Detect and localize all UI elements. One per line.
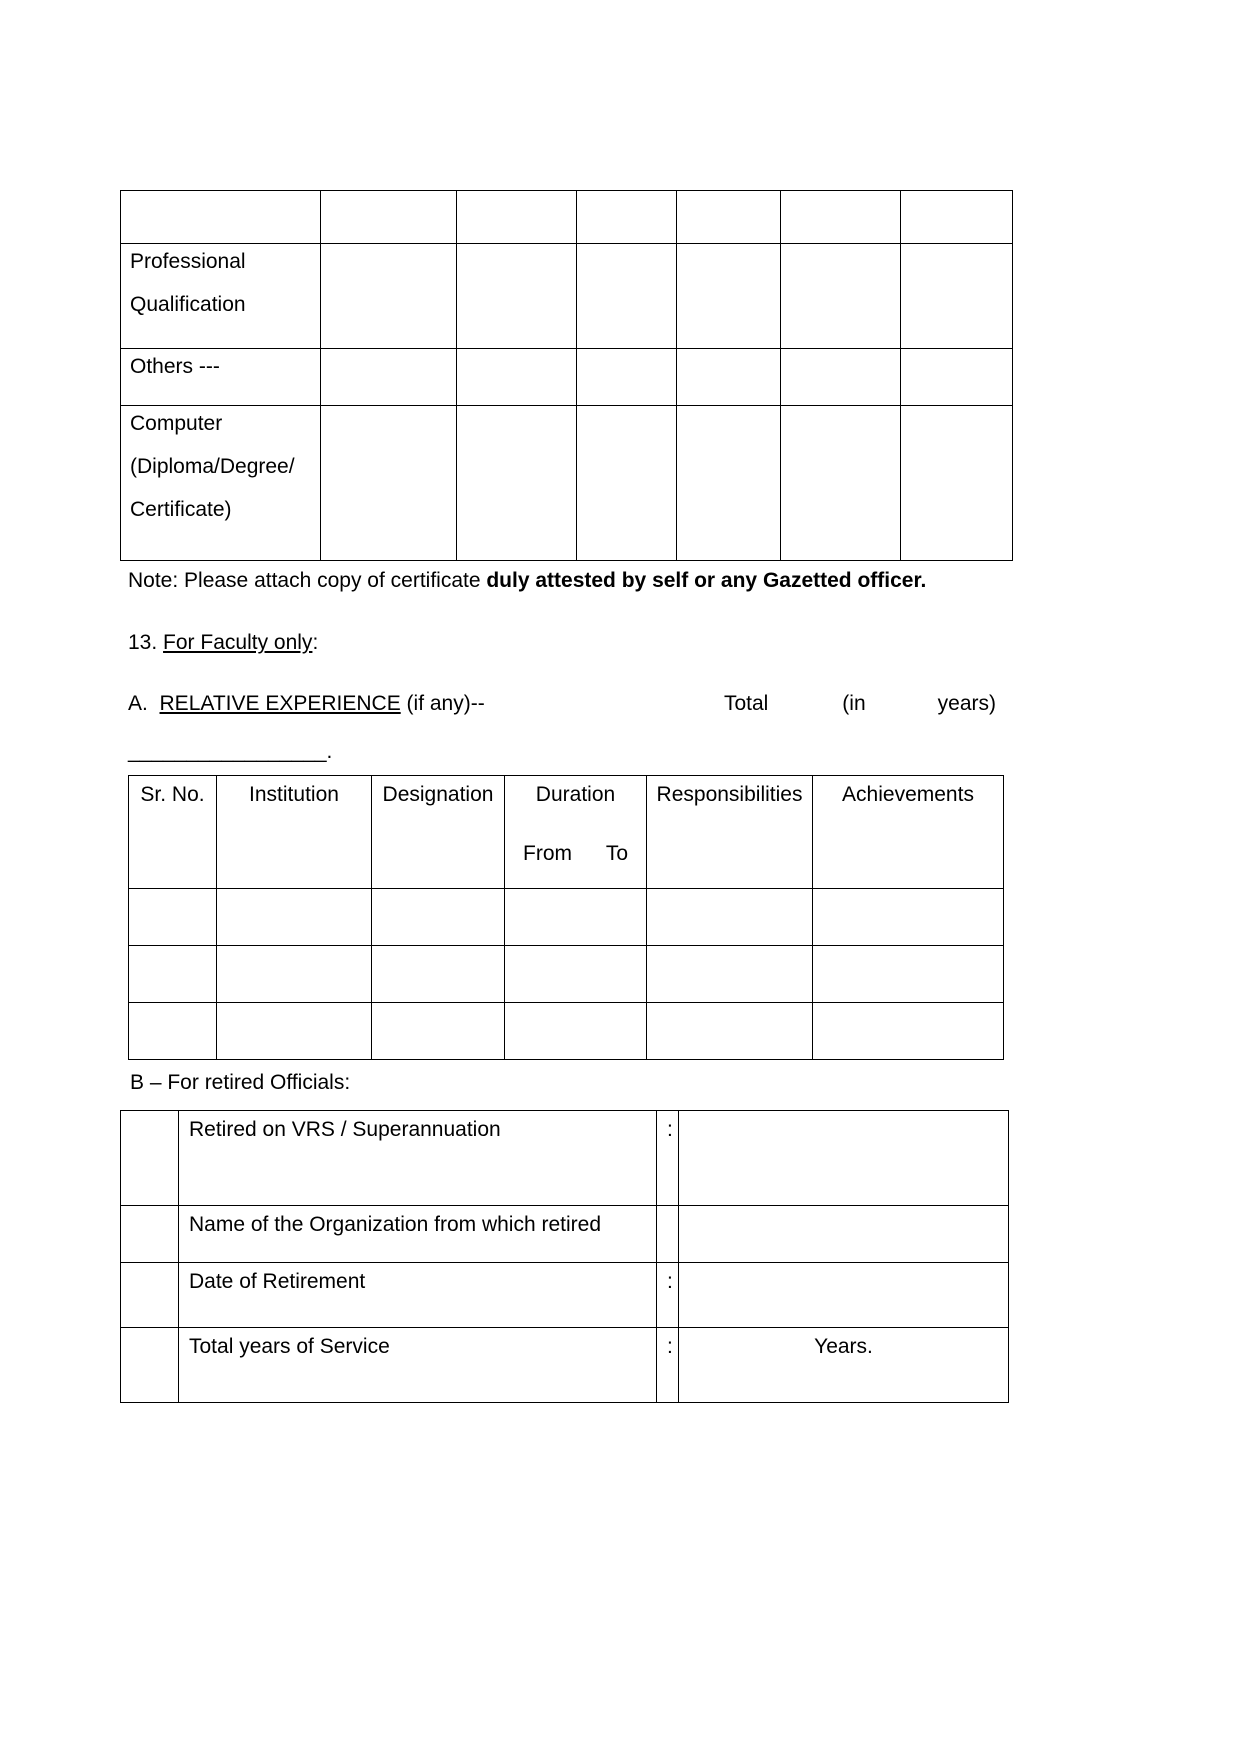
colon-separator: : <box>657 1263 679 1328</box>
retired-label-total-years-of-service: Total years of Service <box>179 1328 657 1403</box>
section-A-period: . <box>326 740 333 764</box>
retired-label-organization: Name of the Organization from which retired <box>179 1206 657 1263</box>
retired-label-date-of-retirement: Date of Retirement <box>179 1263 657 1328</box>
table-row <box>121 244 1013 349</box>
table-row <box>121 1328 1009 1403</box>
retired-row-marker-cell <box>121 1206 179 1263</box>
colon-separator: : <box>657 1111 679 1206</box>
qualification-label-cell <box>121 406 321 561</box>
qualification-cell[interactable] <box>901 349 1013 406</box>
qualification-cell[interactable] <box>577 244 677 349</box>
attachment-note <box>128 570 1020 592</box>
experience-cell-duration[interactable] <box>505 946 647 1003</box>
section-B-heading: B – For retired Officials: <box>130 1071 351 1095</box>
table-row <box>121 1263 1009 1328</box>
experience-cell-sr-no[interactable] <box>129 1003 217 1060</box>
qualification-cell[interactable] <box>321 191 457 244</box>
experience-cell-responsibilities[interactable] <box>647 889 813 946</box>
section-A-in-word: (in <box>842 692 866 716</box>
section-A-justify-gap <box>485 693 724 715</box>
retired-value-date-of-retirement[interactable] <box>679 1263 1009 1328</box>
table-row <box>121 349 1013 406</box>
experience-cell-achievements[interactable] <box>813 1003 1004 1060</box>
retired-value-organization[interactable] <box>679 1206 1009 1263</box>
qualification-cell[interactable] <box>457 406 577 561</box>
table-row <box>121 1111 1009 1206</box>
section-A-heading <box>128 693 996 763</box>
column-header-responsibilities: Responsibilities <box>647 776 813 889</box>
section-A-line-1 <box>128 693 996 715</box>
retired-row-marker-cell <box>121 1263 179 1328</box>
qualification-cell[interactable] <box>321 349 457 406</box>
note-prefix: Note: Please attach copy of certificate <box>128 569 487 592</box>
qualification-cell[interactable] <box>901 244 1013 349</box>
table-row <box>121 406 1013 561</box>
section-A-gap-1 <box>768 693 842 715</box>
experience-cell-designation[interactable] <box>372 946 505 1003</box>
qualification-label-line: (Diploma/Degree/ <box>130 455 295 478</box>
colon-separator: : <box>657 1328 679 1403</box>
column-header-achievements: Achievements <box>813 776 1004 889</box>
duration-label: Duration <box>535 783 616 807</box>
retired-row-marker-cell <box>121 1328 179 1403</box>
qualification-cell[interactable] <box>677 349 781 406</box>
qualification-label-line: Qualification <box>130 293 246 316</box>
qualification-cell[interactable] <box>321 406 457 561</box>
note-bold-text: duly attested by self or any Gazetted officer. <box>486 569 927 592</box>
duration-to-label: To <box>605 842 628 866</box>
table-header-row <box>129 776 1004 889</box>
retired-value-total-years-of-service[interactable]: Years. <box>679 1328 1009 1403</box>
experience-cell-sr-no[interactable] <box>129 946 217 1003</box>
qualification-cell[interactable] <box>321 244 457 349</box>
retired-officials-table <box>120 1110 1009 1403</box>
section-A-total-word: Total <box>723 692 769 716</box>
table-row <box>129 889 1004 946</box>
section-A-years-word: years) <box>937 692 996 716</box>
column-header-designation: Designation <box>372 776 505 889</box>
section-13-suffix: : <box>312 631 319 655</box>
column-header-institution: Institution <box>217 776 372 889</box>
duration-from-label: From <box>523 842 572 866</box>
experience-cell-institution[interactable] <box>217 889 372 946</box>
qualification-label-line: Computer <box>130 412 223 435</box>
section-A-title: RELATIVE EXPERIENCE <box>159 692 401 716</box>
qualification-cell[interactable] <box>457 244 577 349</box>
experience-cell-designation[interactable] <box>372 889 505 946</box>
section-A-suffix: (if any)-- <box>400 692 485 716</box>
experience-cell-achievements[interactable] <box>813 889 1004 946</box>
qualification-label-line: Certificate) <box>130 498 232 521</box>
table-row <box>129 946 1004 1003</box>
experience-cell-sr-no[interactable] <box>129 889 217 946</box>
qualification-cell[interactable] <box>457 349 577 406</box>
column-header-sr-no: Sr. No. <box>129 776 217 889</box>
qualification-label-line: Others --- <box>130 355 220 378</box>
qualification-cell[interactable] <box>781 349 901 406</box>
section-A-blank-line[interactable]: _________________ <box>128 740 327 764</box>
qualification-cell[interactable] <box>901 406 1013 561</box>
section-13-number: 13. <box>128 631 158 655</box>
experience-cell-achievements[interactable] <box>813 946 1004 1003</box>
page-content <box>120 190 1020 1403</box>
retired-row-marker-cell <box>121 1111 179 1206</box>
section-A-gap-2 <box>866 693 938 715</box>
qualification-cell[interactable] <box>677 406 781 561</box>
section-A-line-2 <box>128 741 996 763</box>
qualification-cell[interactable] <box>677 244 781 349</box>
experience-cell-designation[interactable] <box>372 1003 505 1060</box>
relative-experience-table <box>128 775 1004 1060</box>
section-13-title: For Faculty only <box>163 631 313 655</box>
table-row <box>121 1206 1009 1263</box>
experience-cell-duration[interactable] <box>505 1003 647 1060</box>
experience-cell-institution[interactable] <box>217 1003 372 1060</box>
section-A-letter: A. <box>128 692 148 716</box>
qualification-cell[interactable] <box>781 406 901 561</box>
section-13-heading <box>128 632 1020 654</box>
experience-cell-responsibilities[interactable] <box>647 946 813 1003</box>
experience-cell-responsibilities[interactable] <box>647 1003 813 1060</box>
qualification-table <box>120 190 1013 561</box>
experience-cell-institution[interactable] <box>217 946 372 1003</box>
qualification-cell[interactable] <box>677 191 781 244</box>
qualification-label-cell <box>121 349 321 406</box>
section-A-left <box>128 693 485 715</box>
column-header-duration <box>505 776 647 889</box>
qualification-label-cell <box>121 191 321 244</box>
qualification-label-cell <box>121 244 321 349</box>
qualification-cell[interactable] <box>901 191 1013 244</box>
qualification-cell[interactable] <box>781 191 901 244</box>
retired-label-vrs-superannuation: Retired on VRS / Superannuation <box>179 1111 657 1206</box>
qualification-cell[interactable] <box>457 191 577 244</box>
qualification-cell[interactable] <box>577 349 677 406</box>
qualification-cell[interactable] <box>781 244 901 349</box>
table-row <box>129 1003 1004 1060</box>
table-row <box>121 191 1013 244</box>
duration-sub-headers <box>509 843 642 864</box>
qualification-label-line: Professional <box>130 250 246 273</box>
qualification-cell[interactable] <box>577 406 677 561</box>
qualification-cell[interactable] <box>577 191 677 244</box>
experience-cell-duration[interactable] <box>505 889 647 946</box>
retired-value-vrs-superannuation[interactable] <box>679 1111 1009 1206</box>
colon-separator <box>657 1206 679 1263</box>
